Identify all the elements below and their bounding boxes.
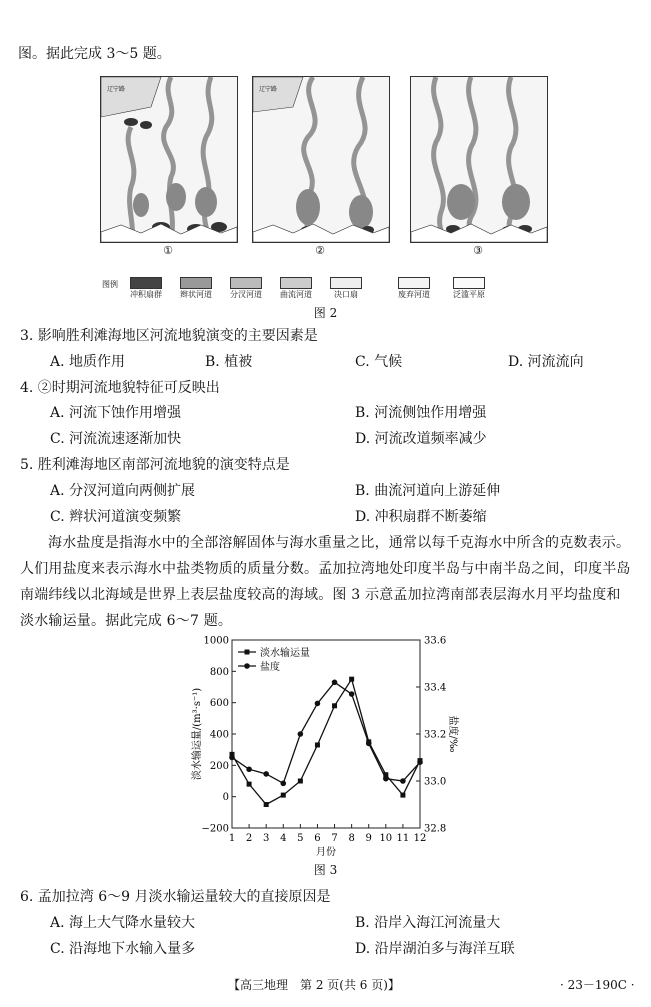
left-axis-label: 淡水输运量/(m³·s⁻¹) [192,687,203,781]
right-axis-label: 盐度/‰ [447,715,458,753]
x-tick-label: 2 [245,833,253,844]
q3-option-d[interactable]: D. 河流流向 [508,354,584,370]
right-tick-label: 33.2 [424,729,447,741]
map-panel-3 [410,76,548,243]
salinity-freshwater-chart [180,632,460,877]
x-tick-label: 1 [228,833,236,844]
x-tick-label: 12 [413,833,427,844]
q3-stem: 3. 影响胜利滩海地区河流地貌演变的主要因素是 [20,328,318,344]
q3-option-b[interactable]: B. 植被 [205,354,253,370]
map-panel-2 [252,76,390,243]
x-tick-label: 6 [314,833,321,844]
map-panel-1 [100,76,238,243]
series-2-point [246,766,252,772]
q3-option-a[interactable]: A. 地质作用 [50,354,126,370]
series-2-point [280,781,286,787]
series-2-point [366,741,372,747]
footer-code: · 23－190C · [560,978,635,992]
q6-option-d[interactable]: D. 沿岸湖泊多与海洋互联 [355,941,515,957]
series-1-point [315,742,320,747]
q6-option-c[interactable]: C. 沿海地下水输入量多 [50,941,196,957]
passage-paragraph: 海水盐度是指海水中的全部溶解固体与海水重量之比，通常以每千克海水中所含的克数表示。人们用盐度来表示海水中盐类物质的质量分数。孟加拉湾地处印度半岛与中南半岛之间，印度半岛南端纬线以北海域是世界上表层盐度较高的海域。图 3 示意孟加拉湾南部表层海水月平均盐度和淡水输运量。据此完成 6～7 题。 [20,535,631,629]
series-line-1 [232,679,420,804]
series-1-point [298,779,303,784]
x-tick-label: 7 [331,833,338,844]
q5-option-c[interactable]: C. 辫状河道演变频繁 [50,509,182,525]
footer-page-info: 【高三地理 第 2 页(共 6 页)】 [228,978,400,992]
legend-title: 图例 [102,280,118,289]
left-tick-label: 800 [209,666,229,678]
legend-item-floodplain: 泛滥平原 [445,277,493,300]
series-1-point [349,677,354,682]
legend-item-alluvial-fan: 冲积扇群 [122,277,170,300]
figure-2 [100,76,550,306]
panel-label-2: ② [315,244,325,257]
legend-item-branching: 分汊河道 [222,277,270,300]
series-2-point [332,680,338,686]
series-1-point [332,703,337,708]
x-tick-label: 3 [262,833,270,844]
q4-option-b[interactable]: B. 河流侧蚀作用增强 [355,405,487,421]
q5-option-d[interactable]: D. 冲积扇群不断萎缩 [355,509,487,525]
right-tick-label: 33.0 [424,776,447,788]
right-tick-label: 33.6 [424,635,447,647]
series-2-point [229,755,235,761]
left-tick-label: 0 [222,792,229,804]
series-1-point [264,802,269,807]
series-2-point [263,771,269,777]
series-2-point [349,691,355,697]
panel-label-3: ③ [473,244,483,257]
q6-stem: 6. 孟加拉湾 6～9 月淡水输运量较大的直接原因是 [20,889,331,905]
series-2-point [298,731,304,737]
river-map-illustration-1 [101,77,237,242]
figure-2-legend [100,277,550,297]
q6-option-b[interactable]: B. 沿岸入海江河流量大 [355,915,501,931]
river-map-illustration-3 [411,77,547,242]
q3-option-c[interactable]: C. 气候 [355,354,403,370]
q4-option-c[interactable]: C. 河流流速逐渐加快 [50,431,182,447]
figure-3-chart [180,632,460,877]
left-tick-label: 200 [209,760,229,772]
legend-item-braided: 辫状河道 [172,277,220,300]
q5-option-a[interactable]: A. 分汊河道向两侧扩展 [50,483,196,499]
x-tick-label: 5 [297,833,304,844]
x-axis-label: 月份 [316,847,336,858]
left-tick-label: −200 [201,823,229,835]
figure-2-caption: 图 2 [313,306,338,320]
series-1-point [281,793,286,798]
right-tick-label: 32.8 [424,823,447,835]
x-tick-label: 4 [280,833,287,844]
legend-item-crevasse: 决口扇 [322,277,370,300]
figure-3-caption: 图 3 [313,863,338,877]
series-1-point [400,793,405,798]
x-tick-label: 11 [396,833,410,844]
x-tick-label: 9 [365,833,372,844]
legend-label-2: 盐度 [260,662,280,673]
legend-marker-1 [245,650,250,655]
q4-option-a[interactable]: A. 河流下蚀作用增强 [50,405,182,421]
legend-marker-2 [244,663,250,669]
legend-item-meandering: 曲流河道 [272,277,320,300]
series-2-point [417,759,423,765]
river-map-illustration-2 [253,77,389,242]
legend-item-abandoned: 废弃河道 [390,277,438,300]
legend-label-1: 淡水输运量 [260,648,310,659]
series-2-point [383,776,389,782]
right-tick-label: 33.4 [424,682,447,694]
q5-option-b[interactable]: B. 曲流河道向上游延伸 [355,483,501,499]
q4-option-d[interactable]: D. 河流改道频率减少 [355,431,487,447]
left-tick-label: 1000 [203,635,229,647]
inset-label-1: 辽宁路 [107,86,126,93]
series-1-point [247,782,252,787]
q4-stem: 4. ②时期河流地貌特征可反映出 [20,380,220,396]
q5-stem: 5. 胜利滩海地区南部河流地貌的演变特点是 [20,457,290,473]
q6-option-a[interactable]: A. 海上大气降水量较大 [50,915,196,931]
panel-label-1: ① [163,244,173,257]
intro-line: 图。据此完成 3～5 题。 [18,46,171,62]
series-2-point [315,701,321,707]
inset-label-2: 辽宁路 [259,86,278,93]
left-tick-label: 400 [209,729,229,741]
x-tick-label: 10 [379,833,393,844]
series-2-point [400,778,406,784]
left-tick-label: 600 [209,698,229,710]
series-line-2 [232,682,420,783]
x-tick-label: 8 [348,833,355,844]
